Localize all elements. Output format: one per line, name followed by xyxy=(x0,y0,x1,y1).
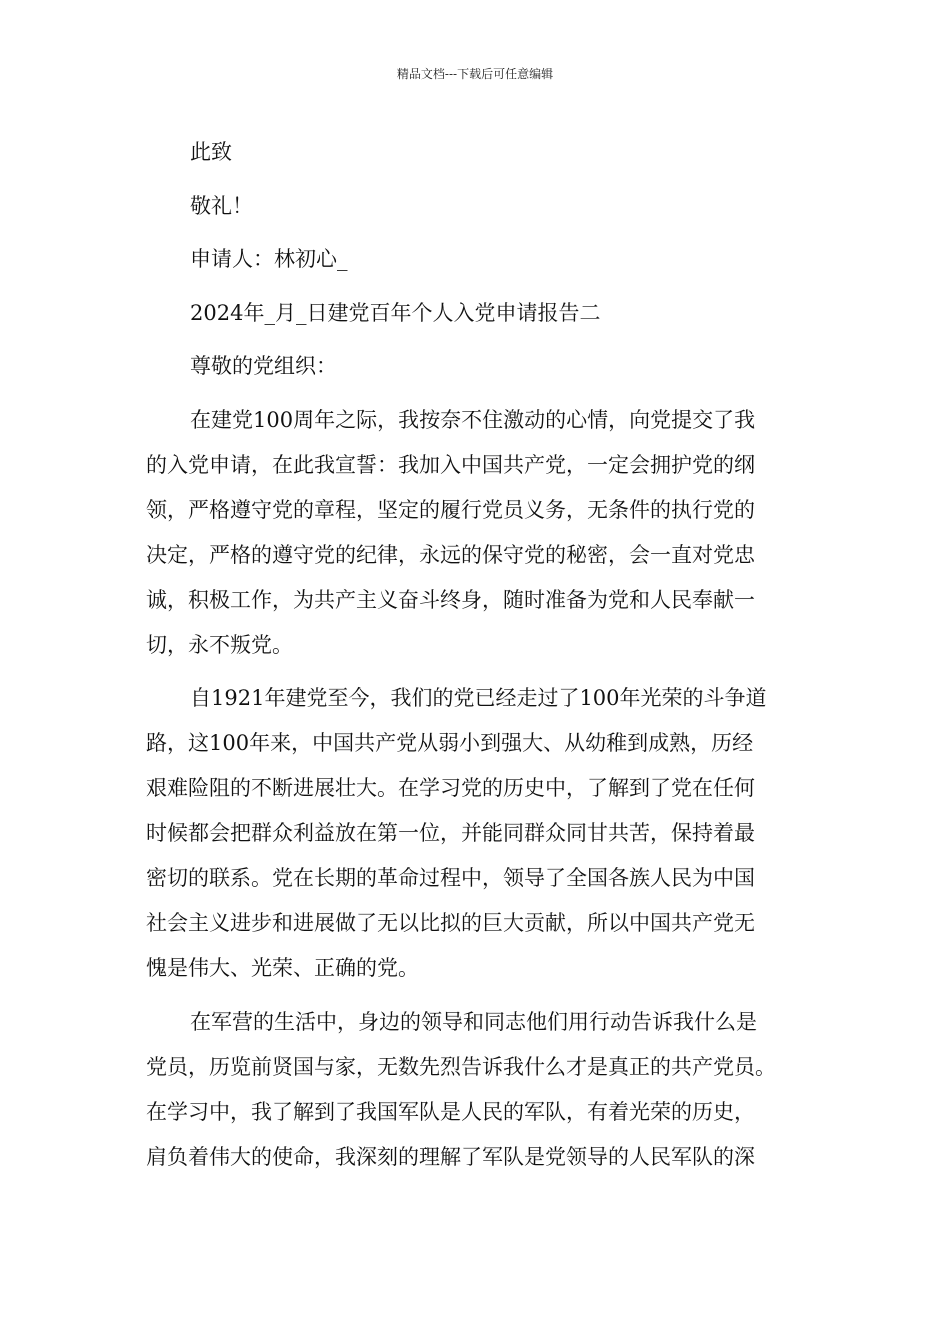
paragraph-line: 党员，历览前贤国与家，无数先烈告诉我什么才是真正的共产党员。 xyxy=(146,1054,776,1079)
paragraph-line: 诚，积极工作，为共产主义奋斗终身，随时准备为党和人民奉献一 xyxy=(146,587,755,612)
greeting-line: 敬礼！ xyxy=(190,193,253,218)
paragraph-line: 时候都会把群众利益放在第一位，并能同群众同甘共苦，保持着最 xyxy=(146,821,755,845)
paragraph-line: 密切的联系。党在长期的革命过程中，领导了全国各族人民为中国 xyxy=(146,866,755,890)
paragraph-line: 路，这100年来，中国共产党从弱小到强大、从幼稚到成熟，历经 xyxy=(146,731,754,755)
page-header: 精品文档---下载后可任意编辑 xyxy=(396,67,554,81)
paragraph-line: 自1921年建党至今，我们的党已经走过了100年光荣的斗争道 xyxy=(190,686,767,710)
report-title-line: 2024年_月_日建党百年个人入党申请报告二 xyxy=(190,300,601,325)
paragraph-line: 在学习中，我了解到了我国军队是人民的军队，有着光荣的历史， xyxy=(146,1099,755,1124)
paragraph-line: 切，永不叛党。 xyxy=(146,632,293,657)
applicant-line: 申请人：林初心_ xyxy=(190,247,348,271)
paragraph-line: 社会主义进步和进展做了无以比拟的巨大贡献，所以中国共产党无 xyxy=(146,911,755,935)
paragraph-line: 肩负着伟大的使命，我深刻的理解了军队是党领导的人民军队的深 xyxy=(146,1144,755,1169)
paragraph-1 xyxy=(146,398,810,677)
paragraph-2 xyxy=(146,676,810,1000)
document-body xyxy=(146,130,810,1188)
closing-line: 此致 xyxy=(190,140,232,164)
paragraph-line: 愧是伟大、光荣、正确的党。 xyxy=(146,956,419,980)
paragraph-line: 决定，严格的遵守党的纪律，永远的保守党的秘密，会一直对党忠 xyxy=(146,542,755,567)
paragraph-3 xyxy=(146,1000,810,1189)
paragraph-line: 艰难险阻的不断进展壮大。在学习党的历史中，了解到了党在任何 xyxy=(146,776,755,800)
paragraph-line: 的入党申请，在此我宣誓：我加入中国共产党，一定会拥护党的纲 xyxy=(146,452,755,477)
paragraph-line: 在军营的生活中，身边的领导和同志他们用行动告诉我什么是 xyxy=(190,1009,757,1034)
paragraph-line: 领，严格遵守党的章程，坚定的履行党员义务，无条件的执行党的 xyxy=(146,497,755,522)
salutation-line: 尊敬的党组织： xyxy=(190,354,337,378)
paragraph-line: 在建党100周年之际，我按奈不住激动的心情，向党提交了我 xyxy=(190,407,756,432)
